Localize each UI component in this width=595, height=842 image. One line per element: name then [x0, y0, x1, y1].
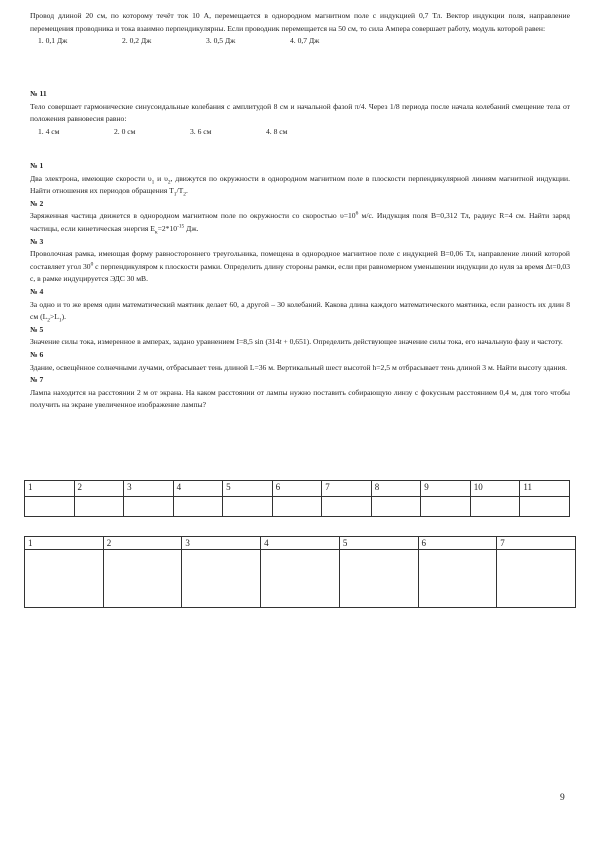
answer-cell[interactable]	[322, 497, 372, 517]
table-header-cell: 3	[182, 537, 261, 550]
answer-option: 1. 4 см	[38, 126, 60, 136]
carryover-options	[30, 35, 570, 48]
task-number: № 4	[30, 286, 44, 296]
table-header-cell: 1	[25, 537, 104, 550]
answer-cell[interactable]	[421, 497, 471, 517]
answer-cell[interactable]	[74, 497, 124, 517]
answer-cell[interactable]	[25, 497, 75, 517]
task-number: № 2	[30, 198, 44, 208]
answer-option: 4. 0,7 Дж	[290, 36, 320, 46]
task-number: № 3	[30, 236, 44, 246]
answer-cell[interactable]	[470, 497, 520, 517]
table-header-row	[25, 481, 570, 497]
carryover-text: Провод длиной 20 см, по которому течёт ток 10 А, перемещается в однородном магнитном поле с индукцией 0,7 Тл. Вектор индукции поля, направление перемещения проводника и тока взаимно перпендикулярны. Если проводник перемещается на 50 см, то сила Ампера совершает работу, модуль которой равен:	[30, 11, 570, 33]
answer-cell[interactable]	[339, 550, 418, 608]
answer-cell[interactable]	[272, 497, 322, 517]
task-text: За одно и то же время один математический маятник делает 60, а другой – 30 колебаний. Какова длина каждого математического маятника, если разность их длин 8 см $(L_2>L_1)$.	[30, 299, 570, 324]
table-header-cell: 8	[371, 481, 421, 497]
answer-cell[interactable]	[182, 550, 261, 608]
table-header-cell: 7	[497, 537, 576, 550]
answer-cell[interactable]	[223, 497, 273, 517]
table-header-cell: 6	[272, 481, 322, 497]
table-header-cell: 4	[173, 481, 223, 497]
task-text: Два электрона, имеющие скорости $\upsilon_1$ и $\upsilon_2$, движутся по окружности в однородном магнитном поле в плоскости перпендикулярной линиям магнитной индукции. Найти отношения их периодов обращения $T_1/T_2$.	[30, 173, 570, 198]
table-header-cell: 9	[421, 481, 471, 497]
table-header-cell: 2	[74, 481, 124, 497]
answer-cell[interactable]	[261, 550, 340, 608]
answer-table-2	[24, 536, 576, 608]
answer-cell[interactable]	[371, 497, 421, 517]
task-text: Значение силы тока, измеренное в амперах, задано уравнением I=8,5 sin (314t + 0,651). Определить действующее значение силы тока, его начальную фазу и частоту.	[30, 337, 563, 347]
answer-cell[interactable]	[124, 497, 174, 517]
task-text: Лампа находится на расстоянии 2 м от экрана. На каком расстоянии от лампы нужно поставить собирающую линзу с фокусным расстоянием 0,4 м, для того чтобы получить на экране увеличенное изображение лампы?	[30, 387, 570, 410]
answer-option: 3. 6 см	[190, 126, 212, 136]
answer-option: 4. 8 см	[266, 126, 288, 136]
task-list	[30, 160, 570, 412]
answer-option: 3. 0,5 Дж	[206, 36, 236, 46]
question-text: Тело совершает гармонические синусоидальные колебания с амплитудой 8 см и начальной фазой π/4. Через 1/8 периода после начала колебаний смещение тела от положения равновесия равно:	[30, 101, 570, 124]
table-header-cell: 6	[418, 537, 497, 550]
table-header-cell: 1	[25, 481, 75, 497]
carryover-question	[30, 10, 570, 48]
task-number: № 5	[30, 324, 44, 334]
answer-cell[interactable]	[418, 550, 497, 608]
answer-table-1	[24, 480, 570, 517]
table-header-cell: 10	[470, 481, 520, 497]
table-header-row	[25, 537, 576, 550]
table-answer-row	[25, 497, 570, 517]
task-text: Здание, освещённое солнечными лучами, отбрасывает тень длиной L=36 м. Вертикальный шест высотой h=2,5 м отбрасывает тень длиной 3 м. Найти высоту здания.	[30, 362, 568, 372]
answer-cell[interactable]	[25, 550, 104, 608]
table-header-cell: 5	[339, 537, 418, 550]
task-number: № 1	[30, 161, 44, 170]
task-number: № 6	[30, 349, 44, 359]
question-11	[30, 88, 570, 138]
answer-cell[interactable]	[103, 550, 182, 608]
table-header-cell: 4	[261, 537, 340, 550]
page-number: 9	[560, 793, 565, 803]
task-number: № 7	[30, 375, 44, 385]
task-text: Проволочная рамка, имеющая форму равностороннего треугольника, помещена в однородное магнитное поле с индукцией B=0,06 Тл, направление линий которой составляет угол $30^0$ с перпендикуляром к плоскости рамки. Определить длину стороны рамки, если при равномерном уменьшении индукции до нуля за время Δt=0,03 с, в рамке индуцируется ЭДС 30 мВ.	[30, 249, 570, 284]
question-number: № 11	[30, 89, 47, 98]
table-header-cell: 3	[124, 481, 174, 497]
table-answer-row	[25, 550, 576, 608]
table-header-cell: 2	[103, 537, 182, 550]
answer-cell[interactable]	[520, 497, 570, 517]
question-11-options	[30, 126, 570, 139]
table-header-cell: 11	[520, 481, 570, 497]
task-text: Заряженная частица движется в однородном магнитном поле по окружности со скоростью $\upsilon=10^6$ м/с. Индукция поля B=0,312 Тл, радиус R=4 см. Найти заряд частицы, если кинетическая энергия $E_к=2*10^{-15}$ Дж.	[30, 210, 570, 236]
answer-option: 2. 0,2 Дж	[122, 36, 152, 46]
table-header-cell: 5	[223, 481, 273, 497]
table-header-cell: 7	[322, 481, 372, 497]
answer-option: 2. 0 см	[114, 126, 136, 136]
answer-cell[interactable]	[173, 497, 223, 517]
answer-option: 1. 0,1 Дж	[38, 36, 68, 46]
answer-cell[interactable]	[497, 550, 576, 608]
